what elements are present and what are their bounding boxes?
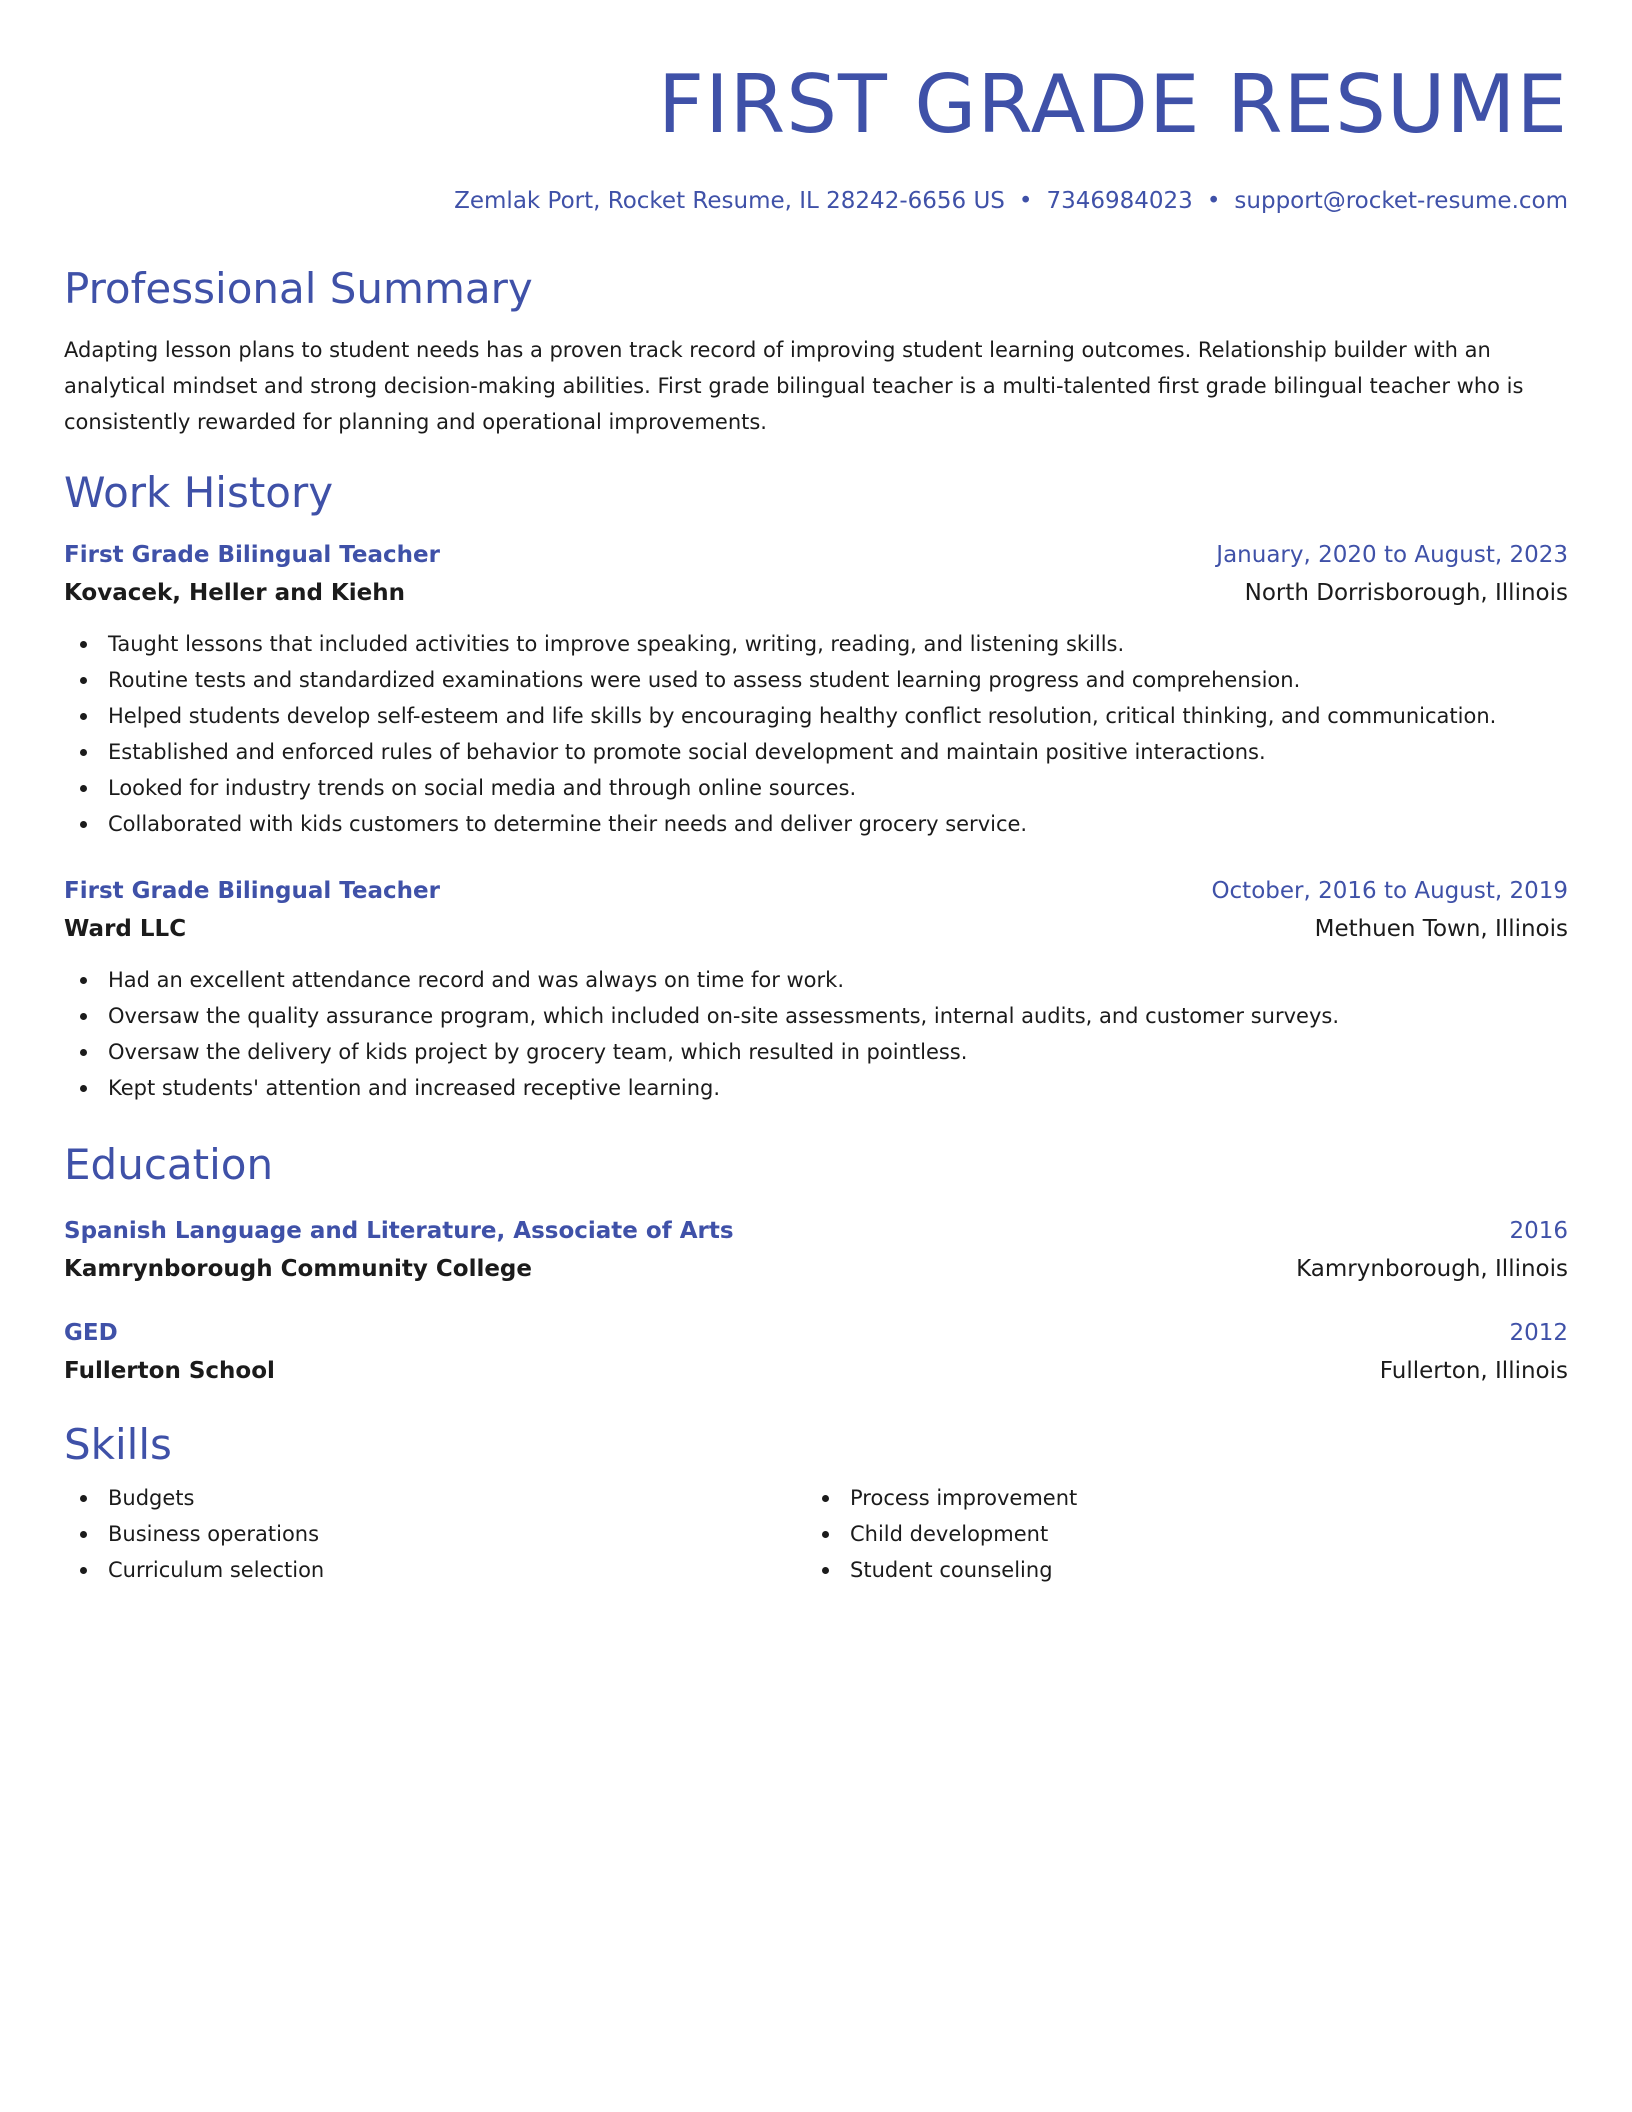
skill-item: Curriculum selection (64, 1552, 806, 1588)
skills-list (64, 1480, 1568, 1588)
education-entry (64, 1318, 1568, 1386)
education-school: Fullerton School (64, 1358, 275, 1384)
education-school: Kamrynborough Community College (64, 1256, 532, 1282)
skills-heading: Skills (64, 1420, 172, 1469)
list-item: Had an excellent attendance record and was always on time for work. (64, 962, 1568, 998)
contact-line (64, 186, 1568, 216)
education-year: 2012 (1509, 1320, 1568, 1346)
skill-item: Child development (806, 1516, 1548, 1552)
list-item: Oversaw the quality assurance program, which included on-site assessments, internal audits, and customer surveys. (64, 998, 1568, 1034)
education-heading: Education (64, 1140, 274, 1189)
job-entry (64, 540, 1568, 842)
list-item: Established and enforced rules of behavior to promote social development and maintain positive interactions. (64, 734, 1568, 770)
contact-separator: • (1206, 188, 1221, 214)
list-item: Routine tests and standardized examinations were used to assess student learning progress and comprehension. (64, 662, 1568, 698)
skills-column-left (64, 1480, 806, 1588)
job-entry (64, 876, 1568, 1106)
education-entry (64, 1216, 1568, 1284)
job-company: Kovacek, Heller and Kiehn (64, 580, 405, 606)
education-year: 2016 (1509, 1218, 1568, 1244)
education-location: Fullerton, Illinois (1379, 1358, 1568, 1384)
skill-item: Business operations (64, 1516, 806, 1552)
job-location: North Dorrisborough, Illinois (1244, 580, 1568, 606)
contact-phone: 7346984023 (1046, 188, 1193, 214)
list-item: Helped students develop self-esteem and life skills by encouraging healthy conflict resolution, critical thinking, and communication. (64, 698, 1568, 734)
list-item: Oversaw the delivery of kids project by grocery team, which resulted in pointless. (64, 1034, 1568, 1070)
list-item: Collaborated with kids customers to determine their needs and deliver grocery service. (64, 806, 1568, 842)
work-history-heading: Work History (64, 468, 334, 517)
list-item: Kept students' attention and increased receptive learning. (64, 1070, 1568, 1106)
summary-text: Adapting lesson plans to student needs has a proven track record of improving student learning outcomes. Relationship builder with an analytical mindset and strong decision-making abilities. First grade bilingual teacher is a multi-talented first grade bilingual teacher who is consistently rewarded for planning and operational improvements. (64, 338, 1524, 434)
job-dates: January, 2020 to August, 2023 (1216, 542, 1568, 568)
contact-separator: • (1018, 188, 1033, 214)
job-bullets (64, 626, 1568, 842)
job-role: First Grade Bilingual Teacher (64, 878, 440, 904)
skills-column-right (806, 1480, 1548, 1588)
skill-item: Process improvement (806, 1480, 1548, 1516)
job-location: Methuen Town, Illinois (1314, 916, 1568, 942)
contact-email: support@rocket-resume.com (1234, 188, 1568, 214)
summary-heading: Professional Summary (64, 264, 533, 313)
resume-name: FIRST GRADE RESUME (658, 58, 1568, 151)
list-item: Looked for industry trends on social media and through online sources. (64, 770, 1568, 806)
job-company: Ward LLC (64, 916, 187, 942)
list-item: Taught lessons that included activities to improve speaking, writing, reading, and listening skills. (64, 626, 1568, 662)
job-dates: October, 2016 to August, 2019 (1211, 878, 1568, 904)
education-location: Kamrynborough, Illinois (1296, 1256, 1568, 1282)
education-degree: GED (64, 1320, 118, 1346)
education-degree: Spanish Language and Literature, Associate of Arts (64, 1218, 734, 1244)
skill-item: Budgets (64, 1480, 806, 1516)
job-role: First Grade Bilingual Teacher (64, 542, 440, 568)
contact-address: Zemlak Port, Rocket Resume, IL 28242-6656 US (454, 188, 1005, 214)
skill-item: Student counseling (806, 1552, 1548, 1588)
job-bullets (64, 962, 1568, 1106)
